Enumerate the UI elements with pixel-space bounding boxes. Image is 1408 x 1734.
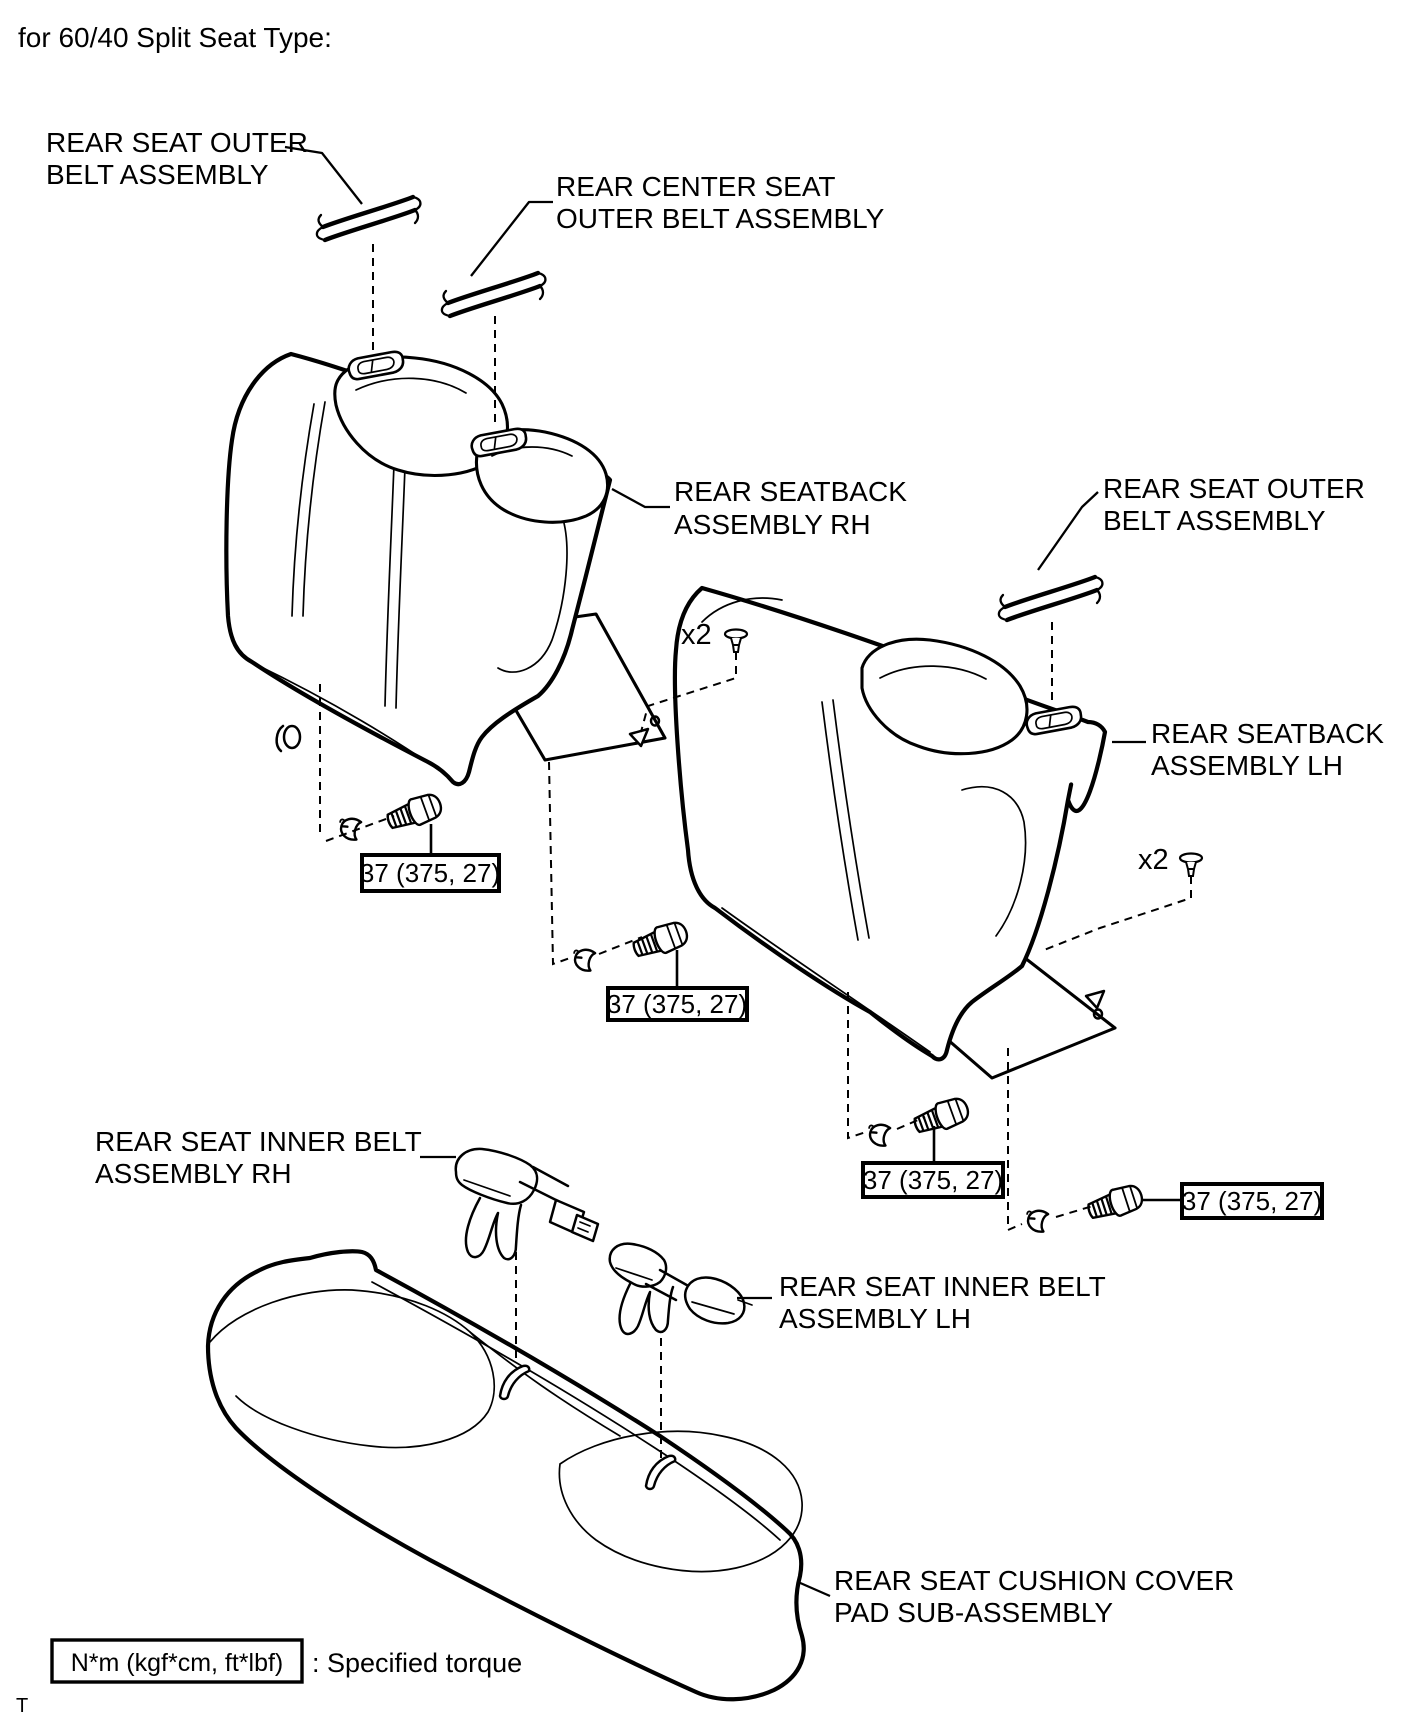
bolt-3 — [911, 1094, 971, 1138]
label-outer-belt-left-2: BELT ASSEMBLY — [46, 159, 269, 190]
torque-box-1 — [360, 855, 500, 891]
label-inner-belt-rh-1: REAR SEAT INNER BELT — [95, 1126, 422, 1157]
inner-belt-rh-drawing — [456, 1149, 598, 1259]
washer-clip-2 — [571, 947, 596, 972]
bolt-1 — [384, 790, 444, 834]
inner-belt-lh-drawing — [610, 1244, 752, 1334]
bracket-lh-triangle-hole — [1086, 991, 1104, 1008]
label-outer-belt-right-1: REAR SEAT OUTER — [1103, 473, 1365, 504]
dashed-line-bolt2 — [549, 762, 573, 964]
torque-legend — [52, 1640, 522, 1682]
torque-value-1: 37 (375, 27) — [359, 858, 501, 888]
label-seatback-lh-1: REAR SEATBACK — [1151, 718, 1384, 749]
center-belt-plate — [442, 273, 546, 316]
leader-seatback-rh — [612, 489, 670, 507]
label-inner-belt-lh-2: ASSEMBLY LH — [779, 1303, 971, 1334]
outer-belt-plate-left — [317, 197, 421, 240]
label-seatback-rh-2: ASSEMBLY RH — [674, 509, 871, 540]
torque-value-4: 37 (375, 27) — [1181, 1186, 1323, 1216]
leader-cushion — [798, 1582, 830, 1596]
bolt-2 — [630, 918, 690, 962]
dashed-line-bolt4 — [1008, 1048, 1022, 1230]
washer-clip-4 — [1024, 1208, 1049, 1233]
hinge-eyelet-rh — [277, 726, 300, 751]
torque-box-2 — [607, 988, 747, 1020]
legend-description: : Specified torque — [312, 1648, 523, 1678]
label-cushion-2: PAD SUB-ASSEMBLY — [834, 1597, 1114, 1628]
torque-value-2: 37 (375, 27) — [606, 989, 748, 1019]
page-title: for 60/40 Split Seat Type: — [18, 22, 332, 53]
label-inner-belt-lh-1: REAR SEAT INNER BELT — [779, 1271, 1106, 1302]
washer-clip-1 — [337, 816, 362, 841]
page-footer-mark: T — [16, 1695, 29, 1717]
leader-center-belt — [471, 202, 553, 276]
label-seatback-lh-2: ASSEMBLY LH — [1151, 750, 1343, 781]
torque-value-3: 37 (375, 27) — [862, 1165, 1004, 1195]
dashed-line-bolt3 — [848, 992, 866, 1138]
label-inner-belt-rh-2: ASSEMBLY RH — [95, 1158, 292, 1189]
leader-outer-belt-right — [1038, 492, 1098, 570]
count-x2-rh: x2 — [681, 619, 712, 651]
torque-box-3 — [863, 1163, 1003, 1197]
push-clip-lh-icon — [1180, 854, 1202, 877]
label-cushion-1: REAR SEAT CUSHION COVER — [834, 1565, 1235, 1596]
washer-clip-3 — [866, 1122, 891, 1147]
label-outer-belt-left-1: REAR SEAT OUTER — [46, 127, 308, 158]
bolt-4 — [1085, 1182, 1145, 1225]
label-center-belt-2: OUTER BELT ASSEMBLY — [556, 203, 885, 234]
count-x2-lh: x2 — [1138, 844, 1169, 876]
label-outer-belt-right-2: BELT ASSEMBLY — [1103, 505, 1326, 536]
dashed-line-clips-lh — [1044, 876, 1191, 950]
label-center-belt-1: REAR CENTER SEAT — [556, 171, 836, 202]
outer-belt-plate-right — [999, 577, 1103, 620]
torque-box-4 — [1182, 1184, 1322, 1218]
legend-unit-text: N*m (kgf*cm, ft*lbf) — [70, 1649, 284, 1677]
label-seatback-rh-1: REAR SEATBACK — [674, 476, 907, 507]
